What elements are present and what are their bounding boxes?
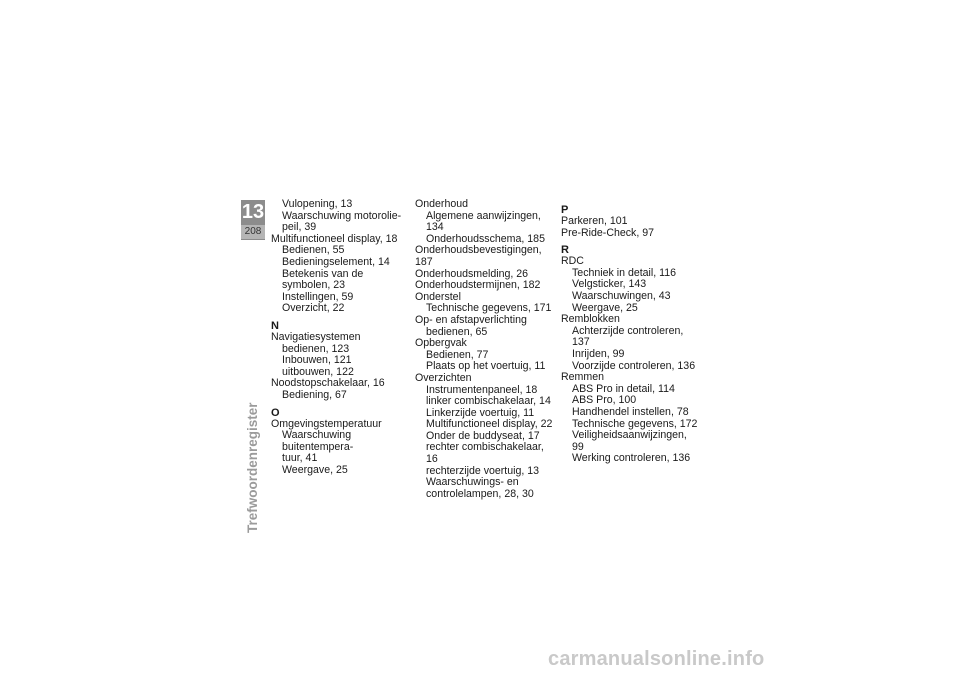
index-subentry: Linkerzijde voertuig, 11 bbox=[426, 406, 535, 419]
index-entry: Remblokken bbox=[561, 313, 620, 326]
index-subentry: Bedienen, 77 bbox=[426, 348, 489, 361]
index-subentry: rechter combischakelaar, 16 bbox=[426, 441, 544, 466]
index-letter: N bbox=[271, 319, 279, 332]
index-subentry: Veiligheidsaanwijzingen, 99 bbox=[572, 429, 687, 453]
page-number: 208 bbox=[241, 225, 265, 239]
index-subentry: Onder de buddyseat, 17 bbox=[426, 429, 540, 442]
chapter-number: 13 bbox=[241, 201, 265, 223]
index-entry: Overzichten bbox=[415, 371, 472, 384]
index-subentry: Technische gegevens, 171 bbox=[426, 302, 552, 315]
index-subentry: Werking controleren, 136 bbox=[572, 452, 691, 465]
index-letter: O bbox=[271, 406, 280, 419]
index-subentry: Techniek in detail, 116 bbox=[572, 266, 677, 279]
index-subentry: Onderhoudsschema, 185 bbox=[426, 232, 545, 245]
chapter-title: Trefwoordenregister bbox=[245, 402, 260, 533]
index-entry: Onderhoudsmelding, 26 bbox=[415, 267, 529, 280]
index-subentry: Instellingen, 59 bbox=[282, 290, 354, 303]
index-subentry: Bedieningselement, 14 bbox=[282, 255, 390, 268]
index-subentry: tuur, 41 bbox=[282, 452, 318, 465]
index-subentry: Bedienen, 55 bbox=[282, 244, 345, 257]
index-subentry: Algemene aanwijzingen, 134 bbox=[426, 209, 541, 234]
index-subentry: controlelampen, 28, 30 bbox=[426, 487, 534, 500]
index-subentry: Multifunctioneel display, 22 bbox=[426, 418, 553, 431]
index-column-3 bbox=[561, 199, 701, 465]
index-subentry: Overzicht, 22 bbox=[282, 302, 345, 315]
watermark: carmanualsonline.info bbox=[548, 648, 765, 670]
index-subentry: ABS Pro in detail, 114 bbox=[572, 382, 675, 395]
index-subentry: Weergave, 25 bbox=[572, 301, 638, 314]
index-subentry: Plaats op het voertuig, 11 bbox=[426, 360, 546, 373]
index-subentry: Waarschuwingen, 43 bbox=[572, 289, 671, 302]
index-subentry: peil, 39 bbox=[282, 221, 317, 234]
index-entry: Pre-Ride-Check, 97 bbox=[561, 226, 655, 239]
index-entry: Opbergvak bbox=[415, 337, 467, 350]
index-subentry: Handhendel instellen, 78 bbox=[572, 405, 689, 418]
index-subentry: bedienen, 123 bbox=[282, 342, 350, 355]
index-subentry: Weergave, 25 bbox=[282, 463, 348, 476]
index-subentry: Waarschuwing buitentempera- bbox=[282, 429, 354, 453]
index-entry: Noodstopschakelaar, 16 bbox=[271, 377, 385, 390]
index-letter: R bbox=[561, 244, 569, 257]
chapter-title-vertical bbox=[244, 398, 264, 533]
index-subentry: Inbouwen, 121 bbox=[282, 354, 352, 367]
index-subentry: Inrijden, 99 bbox=[572, 347, 625, 360]
index-subentry: Waarschuwings- en bbox=[426, 476, 519, 489]
index-entry: Multifunctioneel display, 18 bbox=[271, 232, 398, 245]
index-entry: Parkeren, 101 bbox=[561, 215, 628, 227]
index-subentry: Achterzijde controleren, 137 bbox=[572, 324, 684, 349]
index-subentry: Vulopening, 13 bbox=[282, 198, 353, 210]
index-subentry: Betekenis van de symbolen, 23 bbox=[282, 267, 364, 292]
index-entry: Omgevingstemperatuur bbox=[271, 417, 382, 430]
index-subentry: ABS Pro, 100 bbox=[572, 394, 637, 407]
index-subentry: bedienen, 65 bbox=[426, 325, 488, 338]
index-entry: Onderhoudsbevestigingen, 187 bbox=[415, 244, 542, 268]
index-entry: Remmen bbox=[561, 371, 604, 384]
index-entry: Onderhoudstermijnen, 182 bbox=[415, 279, 541, 292]
index-letter: P bbox=[561, 204, 569, 216]
index-subentry: Instrumentenpaneel, 18 bbox=[426, 383, 538, 396]
index-subentry: Voorzijde controleren, 136 bbox=[572, 359, 696, 372]
index-subentry: Waarschuwing motorolie- bbox=[282, 209, 402, 222]
index-column-1 bbox=[271, 199, 411, 476]
index-subentry: linker combischakelaar, 14 bbox=[426, 395, 551, 408]
index-entry: Op- en afstapverlichting bbox=[415, 313, 527, 326]
index-entry: Navigatiesystemen bbox=[271, 330, 361, 343]
index-subentry: rechterzijde voertuig, 13 bbox=[426, 464, 540, 477]
index-subentry: Technische gegevens, 172 bbox=[572, 417, 698, 430]
index-subentry: Bediening, 67 bbox=[282, 388, 347, 401]
index-subentry: Velgsticker, 143 bbox=[572, 278, 647, 291]
index-column-2 bbox=[415, 199, 555, 500]
chapter-tab bbox=[241, 200, 265, 240]
index-entry: Onderhoud bbox=[415, 198, 469, 210]
index-entry: RDC bbox=[561, 255, 584, 268]
index-entry: Onderstel bbox=[415, 290, 461, 303]
index-subentry: uitbouwen, 122 bbox=[282, 365, 354, 378]
